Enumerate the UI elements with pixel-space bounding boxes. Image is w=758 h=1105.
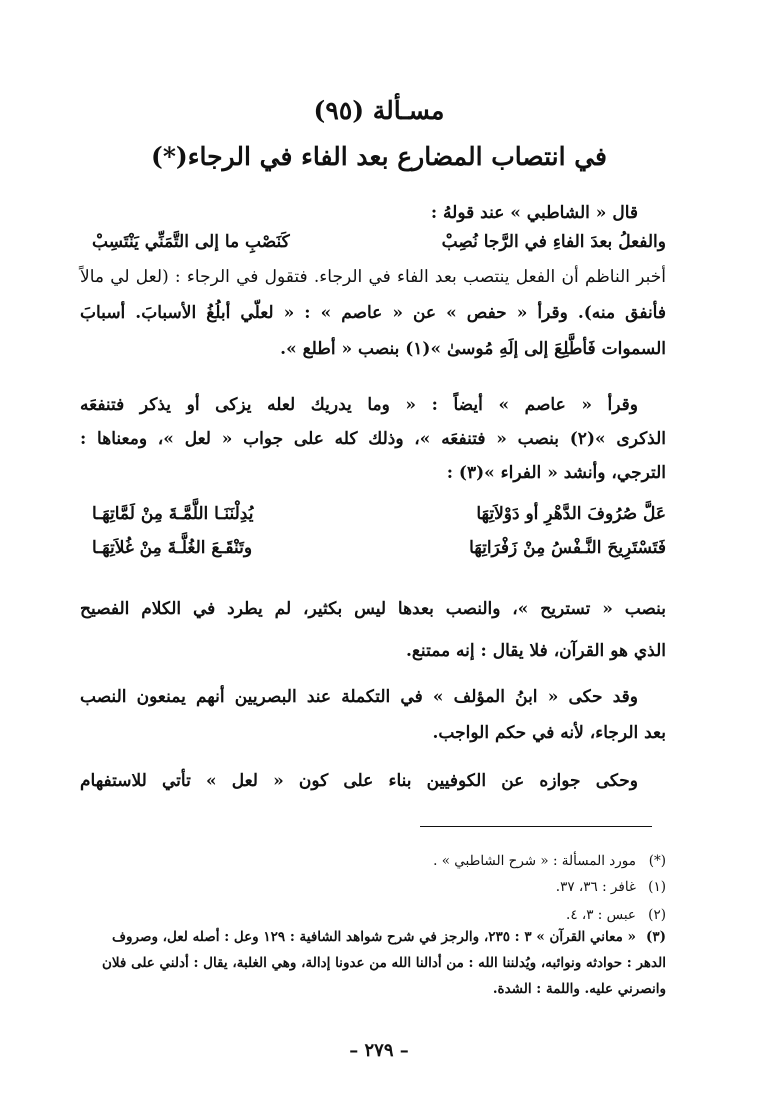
poem-hemistich-left: وتَنْقَـعَ الغُلَّـةَ مِنْ غُلاَتِهَـا — [92, 538, 253, 558]
footnote: (*)مورد المسألة : « شرح الشاطبي » . — [433, 853, 666, 869]
paragraph-line: السموات فَأطَّلِعَ إلى إلَهِ مُوسىٰ »(١) بنصب « أطلع ». — [280, 339, 666, 359]
footnote-continuation: وانصرني عليه. واللمة : الشدة. — [492, 981, 666, 997]
issue-heading: مسـألة (٩٥) — [313, 96, 445, 125]
issue-subject: في انتصاب المضارع بعد الفاء في الرجاء(*) — [150, 142, 608, 171]
intro-line: قال « الشاطبي » عند قولهُ : — [430, 203, 638, 223]
paragraph-line: بعد الرجاء، لأنه في حكم الواجب. — [432, 723, 666, 743]
poem-hemistich-left: يُدِلْنَنَـا اللَّمَّـةَ مِنْ لَمَّاتِهَـا — [92, 504, 254, 524]
paragraph-line: أخبر الناظم أن الفعل ينتصب بعد الفاء في الرجاء. فتقول في الرجاء : (لعل لي مالاً — [80, 267, 666, 287]
paragraph-line: فأنفق منه). وقرأ « حفص » عن « عاصم » : « لعلّي أبلُغُ الأسبابَ. أسبابَ — [80, 303, 666, 323]
paragraph-line: وقد حكى « ابنُ المؤلف » في التكملة عند البصريين أنهم يمنعون النصب — [80, 687, 638, 707]
paragraph-line: الذي هو القرآن، فلا يقال : إنه ممتنع. — [405, 641, 666, 661]
footnote: (٢)عبس : ٣، ٤. — [566, 907, 666, 923]
paragraph-line: الترجي، وأنشد « الفراء »(٣) : — [446, 463, 666, 483]
paragraph-line: بنصب « تستريح »، والنصب بعدها ليس بكثير، لم يطرد في الكلام الفصيح — [80, 599, 666, 619]
verse-hemistich-right: والفعلُ بعدَ الفاءِ في الرَّجا نُصِبْ — [441, 232, 666, 252]
paragraph-line: وحكى جوازه عن الكوفيين بناء على كون « لعل » تأتي للاستفهام — [80, 771, 638, 791]
verse-hemistich-left: كَنَصْبِ ما إلى التَّمَنِّي يَنْتَسِبْ — [92, 232, 290, 252]
paragraph-line: الذكرى »(٢) بنصب « فتنفعَه »، وذلك كله على جواب « لعل »، ومعناها : — [80, 429, 666, 449]
footnote: (١)غافر : ٣٦، ٣٧. — [555, 879, 666, 895]
poem-hemistich-right: عَلَّ صُرُوفَ الدَّهْرِ أو دَوْلاَتِهَا — [476, 504, 666, 524]
footnote-divider — [420, 826, 652, 827]
poem-hemistich-right: فَتَسْتَرِيحَ النَّـفْسُ مِنْ زَفْرَاتِهَا — [469, 538, 666, 558]
footnote-continuation: الدهر : حوادثه ونوائبه، ويُدلننا الله : من أدالنا الله من عدونا إدالة، وهي الغلبة، يقال : أدلني على فلان — [101, 955, 666, 971]
footnote: (٣)« معاني القرآن » ٣ : ٢٣٥، والرجز في شرح شواهد الشافية : ١٢٩ وعل : أصله لعل، وصروف — [112, 929, 666, 945]
paragraph-line: وقرأ « عاصم » أيضاً : « وما يدريك لعله يزكى أو يذكر فتنفعَه — [80, 395, 638, 415]
page-number: – ٢٧٩ – — [349, 1040, 409, 1061]
